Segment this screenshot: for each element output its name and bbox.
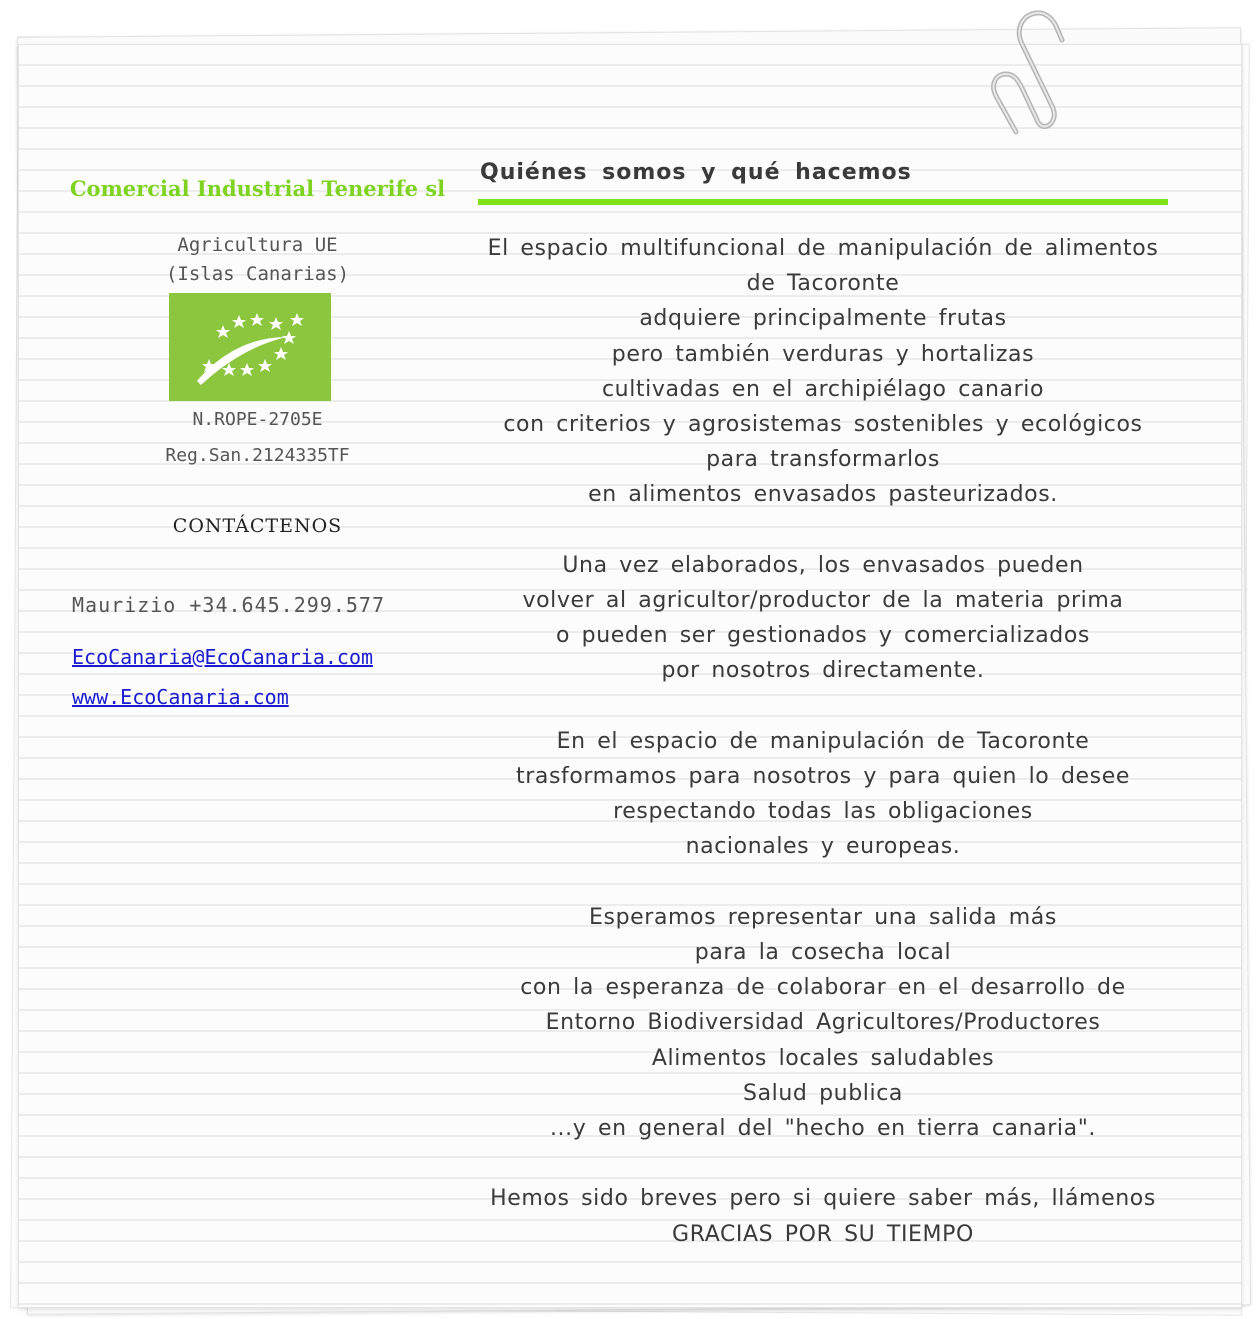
body-line: cultivadas en el archipiélago canario bbox=[601, 376, 1045, 402]
body-line: para la cosecha local bbox=[694, 940, 952, 966]
body-line: Alimentos locales saludables bbox=[651, 1045, 995, 1071]
body-line: de Tacoronte bbox=[746, 271, 900, 297]
agriculture-line-1: Agricultura UE bbox=[177, 234, 338, 256]
body-text bbox=[478, 231, 1168, 1252]
rope-number: N.ROPE-2705E bbox=[192, 409, 323, 430]
body-line: trasformamos para nosotros y para quien lo desee bbox=[516, 764, 1130, 790]
website-link[interactable]: www.EcoCanaria.com bbox=[72, 685, 289, 709]
paragraph-gap bbox=[478, 1146, 1168, 1181]
agriculture-line-2: (Islas Canarias) bbox=[165, 263, 350, 285]
body-line: por nosotros directamente. bbox=[661, 658, 985, 684]
closing-line: GRACIAS POR SU TIEMPO bbox=[672, 1221, 974, 1247]
body-line: pero también verduras y hortalizas bbox=[611, 341, 1035, 367]
body-line: con criterios y agrosistemas sostenibles y ecológicos bbox=[503, 412, 1143, 438]
body-line: Entorno Biodiversidad Agricultores/Productores bbox=[545, 1010, 1101, 1036]
paragraph-gap bbox=[478, 865, 1168, 900]
body-line: respectando todas las obligaciones bbox=[613, 799, 1033, 825]
paragraph-gap bbox=[478, 513, 1168, 548]
body-line: con la esperanza de colaborar en el desarrollo de bbox=[520, 975, 1126, 1001]
body-line: Hemos sido breves pero si quiere saber más, llámenos bbox=[490, 1186, 1156, 1212]
body-line: ...y en general del "hecho en tierra canaria". bbox=[549, 1116, 1097, 1142]
heading-divider bbox=[478, 199, 1168, 205]
phone-contact: Maurizio +34.645.299.577 bbox=[72, 593, 385, 617]
body-line: En el espacio de manipulación de Tacoronte bbox=[556, 728, 1090, 754]
contact-title: CONTÁCTENOS bbox=[172, 515, 343, 537]
body-line: volver al agricultor/productor de la materia prima bbox=[522, 588, 1124, 614]
body-line: en alimentos envasados pasteurizados. bbox=[588, 482, 1058, 508]
section-heading: Quiénes somos y qué hacemos bbox=[480, 160, 912, 185]
agriculture-label bbox=[60, 231, 455, 289]
eu-organic-logo bbox=[169, 293, 331, 401]
body-line: Salud publica bbox=[743, 1080, 903, 1106]
company-name: Comercial Industrial Tenerife sl bbox=[69, 176, 446, 201]
body-line: para transformarlos bbox=[706, 447, 940, 473]
sidebar bbox=[60, 176, 455, 709]
sanitary-registry: Reg.San.2124335TF bbox=[165, 445, 350, 466]
email-link[interactable]: EcoCanaria@EcoCanaria.com bbox=[72, 645, 374, 669]
body-line: nacionales y europeas. bbox=[685, 834, 961, 860]
body-line: El espacio multifuncional de manipulación de alimentos bbox=[487, 236, 1159, 261]
paperclip-icon bbox=[986, 4, 1066, 144]
main-content bbox=[478, 160, 1168, 1252]
body-line: adquiere principalmente frutas bbox=[639, 306, 1007, 332]
paragraph-gap bbox=[478, 689, 1168, 724]
eu-organic-leaf-icon bbox=[169, 293, 331, 401]
body-line: Una vez elaborados, los envasados pueden bbox=[562, 552, 1084, 578]
body-line: Esperamos representar una salida más bbox=[589, 904, 1057, 930]
body-line: o pueden ser gestionados y comercializados bbox=[556, 623, 1090, 649]
